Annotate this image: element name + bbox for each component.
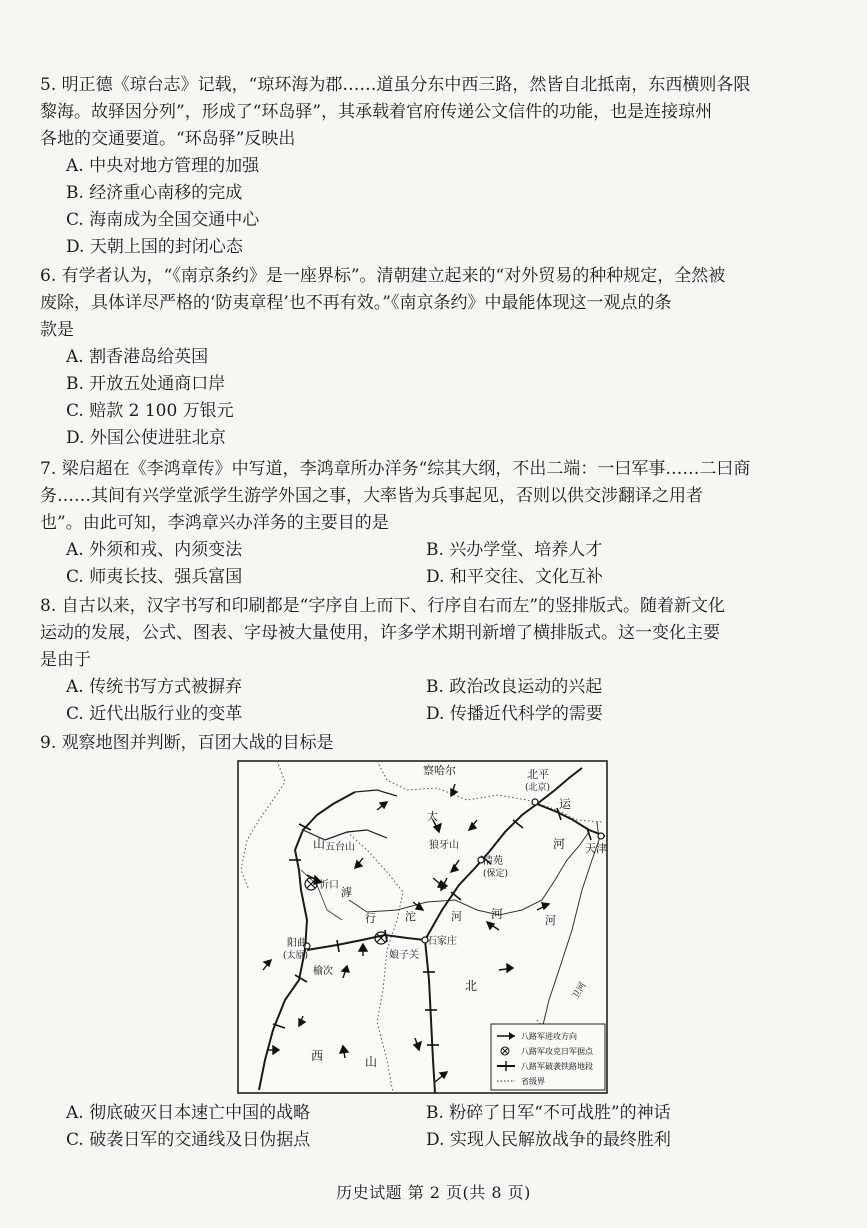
question-7-stem-line: 7. 梁启超在《李鸿章传》中写道，李鸿章所办洋务“综其大纲，不出二端：一曰军事……二曰商 (40, 459, 751, 479)
map-label: (北京) (525, 783, 551, 793)
question-5-stem-line: 5. 明正德《琼台志》记载，“琼环海为郡……道虽分东中西三路，然皆自北抵南，东西横则各限 (40, 75, 751, 95)
question-8-option-a[interactable]: A. 传统书写方式被摒弃 (66, 677, 243, 697)
legend-item: 八路军进攻方向 (521, 1032, 577, 1041)
question-6-stem-line: 款是 (40, 320, 74, 340)
question-7-option-b[interactable]: B. 兴办学堂、培养人才 (426, 540, 603, 560)
question-8-option-d[interactable]: D. 传播近代科学的需要 (426, 704, 603, 724)
question-6-option-d[interactable]: D. 外国公使进驻北京 (66, 428, 226, 448)
map-label: 娘子关 (389, 950, 419, 961)
map-label: 太 (427, 810, 438, 823)
map-label: 河 (491, 907, 504, 921)
map-label: 忻口 (319, 880, 339, 891)
question-5-option-a[interactable]: A. 中央对地方管理的加强 (66, 156, 260, 176)
question-9-option-a[interactable]: A. 彻底破灭日本速亡中国的战略 (66, 1103, 311, 1123)
legend-item: 八路军破袭铁路地段 (521, 1062, 593, 1071)
map-label: 卫河 (570, 980, 589, 1002)
map-legend (491, 1024, 605, 1090)
map-label: 阳曲 (287, 938, 307, 949)
hundred-regiments-map (237, 760, 608, 1094)
question-8-option-b[interactable]: B. 政治改良运动的兴起 (426, 677, 603, 697)
map-label: 河 (451, 910, 462, 923)
map-label: 河 (545, 914, 556, 927)
map-label: 狼牙山 (429, 840, 459, 851)
question-7-stem-line: 也”。由此可知，李鸿章兴办洋务的主要目的是 (40, 513, 389, 533)
question-8-stem-line: 8. 自古以来，汉字书写和印刷都是“字序自上而下、行序自右而左”的竖排版式。随着新文化 (40, 596, 726, 616)
map-label: 清苑 (483, 856, 503, 867)
question-8 (40, 593, 830, 728)
question-5-stem-line: 各地的交通要道。“环岛驿”反映出 (40, 129, 296, 149)
question-5-option-b[interactable]: B. 经济重心南移的完成 (66, 183, 243, 203)
map-label: 西 (311, 1049, 324, 1063)
question-5-stem-line: 黎海。故驿因分列”，形成了“环岛驿”，其承载着官府传递公文信件的功能，也是连接琼州 (40, 102, 713, 122)
question-7-option-a[interactable]: A. 外须和戎、内须变法 (66, 540, 243, 560)
map-label: 北平 (527, 768, 549, 781)
question-7 (40, 456, 830, 591)
question-8-option-c[interactable]: C. 近代出版行业的变革 (66, 704, 243, 724)
legend-item: 八路军攻克日军据点 (521, 1047, 593, 1056)
question-9-option-b[interactable]: B. 粉碎了日军“不可战胜”的神话 (426, 1103, 671, 1123)
question-9-options (40, 1100, 830, 1154)
question-5-option-c[interactable]: C. 海南成为全国交通中心 (66, 210, 260, 230)
question-8-stem-line: 是由于 (40, 650, 91, 670)
map-label: 行 (365, 912, 376, 925)
map-label: (保定) (483, 869, 509, 879)
question-6-stem-line: 6. 有学者认为，“《南京条约》是一座界标”。清朝建立起来的“对外贸易的种种规定，全然被 (40, 266, 726, 286)
map-label: 五台山 (325, 842, 355, 853)
page-footer: 历史试题 第 2 页(共 8 页) (336, 1183, 531, 1202)
map-label: 运 (559, 797, 572, 811)
map-label: 天津 (585, 842, 607, 855)
question-7-stem-line: 务……其间有兴学堂派学生游学外国之事，大率皆为兵事起见，否则以供交涉翻译之用者 (40, 486, 703, 506)
question-6 (40, 263, 830, 452)
question-6-option-c[interactable]: C. 赔款 2 100 万银元 (66, 401, 234, 421)
map-label: 石家庄 (427, 936, 457, 947)
map-label: 榆次 (313, 966, 333, 977)
question-9-option-c[interactable]: C. 破袭日军的交通线及日伪据点 (66, 1130, 311, 1150)
map-label: 滹 (341, 886, 352, 899)
map-label: 山 (313, 837, 326, 851)
question-5 (40, 72, 830, 261)
map-label: 沱 (405, 910, 416, 923)
question-9-option-d[interactable]: D. 实现人民解放战争的最终胜利 (426, 1130, 671, 1150)
question-8-stem-line: 运动的发展，公式、图表、字母被大量使用，许多学术期刊新增了横排版式。这一变化主要 (40, 623, 720, 643)
map-label: 察哈尔 (423, 764, 456, 777)
question-9 (40, 730, 830, 757)
map-label: 河 (553, 837, 566, 851)
question-7-option-c[interactable]: C. 师夷长技、强兵富国 (66, 567, 243, 587)
question-6-stem-line: 废除，具体详尽严格的‘防夷章程’也不再有效。”《南京条约》中最能体现这一观点的条 (40, 293, 672, 313)
legend-item: 省级界 (521, 1077, 545, 1086)
question-6-option-b[interactable]: B. 开放五处通商口岸 (66, 374, 226, 394)
question-6-option-a[interactable]: A. 割香港岛给英国 (66, 347, 209, 367)
map-label: 北 (465, 979, 478, 993)
question-9-stem-line: 9. 观察地图并判断，百团大战的目标是 (40, 733, 334, 753)
map-label: (太原) (283, 951, 309, 961)
map-label: 山 (365, 1055, 378, 1069)
question-5-option-d[interactable]: D. 天朝上国的封闭心态 (66, 237, 243, 257)
question-7-option-d[interactable]: D. 和平交往、文化互补 (426, 567, 603, 587)
